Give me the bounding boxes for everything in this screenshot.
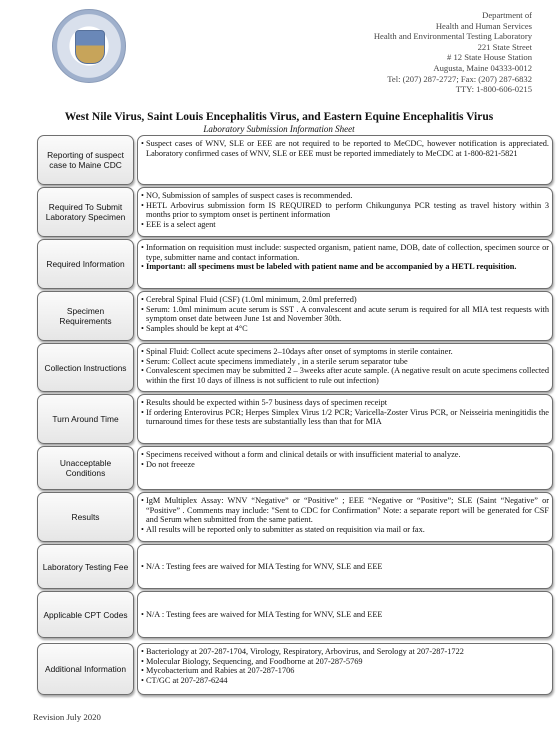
list-item: [141, 243, 549, 262]
row-content: [137, 544, 553, 589]
row-content: [137, 187, 553, 237]
row-label: Specimen Requirements: [37, 291, 134, 341]
row-content: [137, 643, 553, 695]
list-item: [141, 347, 549, 357]
bullet-icon: •: [141, 304, 144, 314]
bullet-icon: •: [141, 295, 144, 304]
department-seal-logo: [52, 9, 126, 83]
row-label: Required Information: [37, 239, 134, 289]
list-item: [141, 366, 549, 385]
bullet-icon: •: [141, 191, 144, 200]
row-content: [137, 135, 553, 185]
bullet-icon: •: [141, 562, 144, 572]
row-label: Collection Instructions: [37, 343, 134, 392]
list-item: [141, 647, 549, 657]
bullet-icon: •: [141, 366, 144, 376]
item-text: Samples should be kept at 4°C: [146, 324, 248, 334]
list-item: [141, 610, 549, 620]
item-text: Information on requisition must include: suspected organism, patient name, DOB, date of collection, specimen source or type, submitter name and contact information.: [146, 243, 549, 262]
lab-address-block: [374, 10, 532, 95]
bullet-icon: •: [141, 356, 144, 366]
row-content: [137, 291, 553, 341]
bullet-icon: •: [141, 610, 144, 620]
item-text: Molecular Biology, Sequencing, and Foodborne at 207-287-5769: [146, 656, 363, 666]
row-label: Additional Information: [37, 643, 134, 695]
table-row: [37, 291, 553, 341]
list-item: [141, 666, 549, 676]
seal-shield-icon: [75, 30, 105, 64]
bullet-icon: •: [141, 398, 144, 407]
item-text: HETL Arbovirus submission form IS REQUIRED to perform Chikungunya PCR testing as travel history within 3 months prior to symptom onset is pertinent information: [146, 200, 549, 220]
bullet-icon: •: [141, 666, 144, 676]
item-text: Specimens received without a form and clinical details or with insufficient material to analyze.: [146, 450, 461, 459]
bullet-icon: •: [141, 139, 144, 148]
list-item: [141, 191, 549, 201]
document-title: West Nile Virus, Saint Louis Encephalitis Virus, and Eastern Equine Encephalitis Virus: [64, 111, 494, 123]
item-text: Suspect cases of WNV, SLE or EEE are not required to be reported to MeCDC, however notification is appreciated. Laboratory confirmed cases of WNV, SLE or EEE must be reported immediately to MeCDC at 1-800-821-5821: [146, 139, 549, 158]
list-item: [141, 201, 549, 220]
list-item: [141, 305, 549, 324]
table-row: [37, 643, 553, 695]
list-item: [141, 525, 549, 535]
row-label: Required To Submit Laboratory Specimen: [37, 187, 134, 237]
address-line: Augusta, Maine 04333-0012: [433, 62, 532, 73]
list-item: [141, 460, 549, 470]
list-item: [141, 262, 549, 272]
list-item: [141, 408, 549, 427]
bullet-icon: •: [141, 200, 144, 210]
list-item: [141, 324, 549, 334]
item-text: Serum: Collect acute specimens immediately , in a sterile serum separator tube: [146, 356, 408, 366]
address-line: Department of: [482, 10, 532, 20]
row-content: [137, 492, 553, 542]
bullet-icon: •: [141, 496, 144, 505]
item-text: If ordering Enterovirus PCR; Herpes Simplex Virus 1/2 PCR; Varicella-Zoster Virus PCR, or Neisseiria meningitidis the turnaround times for these tests are substantially less than that for MIA: [146, 407, 549, 427]
list-item: [141, 657, 549, 667]
address-line: # 12 State House Station: [447, 52, 532, 63]
bullet-icon: •: [141, 450, 144, 459]
item-text: NO, Submission of samples of suspect cases is recommended.: [146, 191, 353, 200]
row-content: [137, 343, 553, 392]
item-text: CT/GC at 207-287-6244: [146, 676, 228, 686]
bullet-icon: •: [141, 676, 144, 686]
table-row: [37, 492, 553, 542]
item-text: Cerebral Spinal Fluid (CSF) (1.0ml minimum, 2.0ml preferred): [146, 295, 357, 304]
row-content: [137, 239, 553, 289]
item-text: Important: all specimens must be labeled with patient name and be accompanied by a HETL requisition.: [146, 262, 517, 272]
list-item: [141, 496, 549, 525]
bullet-icon: •: [141, 347, 144, 356]
address-line: 221 State Street: [477, 41, 532, 52]
bullet-icon: •: [141, 262, 144, 272]
bullet-icon: •: [141, 220, 144, 230]
item-text: Results should be expected within 5-7 business days of specimen receipt: [146, 398, 388, 407]
bullet-icon: •: [141, 525, 144, 535]
bullet-icon: •: [141, 459, 144, 469]
item-text: All results will be reported only to submitter as stated on requisition via mail or fax.: [146, 525, 425, 535]
table-row: [37, 239, 553, 289]
list-item: [141, 398, 549, 408]
row-label: Results: [37, 492, 134, 542]
bullet-icon: •: [141, 647, 144, 656]
list-item: [141, 357, 549, 367]
address-line: Health and Environmental Testing Laboratory: [373, 31, 532, 42]
table-row: [37, 135, 553, 185]
bullet-icon: •: [141, 324, 144, 334]
table-row: [37, 446, 553, 490]
item-text: Mycobacterium and Rabies at 207-287-1706: [146, 666, 295, 676]
list-item: [141, 295, 549, 305]
row-label: Laboratory Testing Fee: [37, 544, 134, 589]
revision-note: Revision July 2020: [33, 712, 101, 722]
item-text: EEE is a select agent: [146, 220, 216, 230]
table-row: [37, 544, 553, 589]
item-text: Bacteriology at 207-287-1704, Virology, Respiratory, Arbovirus, and Serology at 207-287-1722: [146, 647, 464, 656]
item-text: Spinal Fluid: Collect acute specimens 2–10days after onset of symptoms in sterile container.: [146, 347, 453, 356]
item-text: Serum: 1.0ml minimum acute serum is SST . A convalescent and acute serum is required for all MIA test requests with symptom onset date between June 1st and November 30th.: [146, 304, 549, 324]
bullet-icon: •: [141, 243, 144, 252]
table-row: [37, 591, 553, 638]
item-text: IgM Multiplex Assay: WNV “Negative” or “Positive” ; EEE “Negative or “Positive”; SLE (Saint “Negative” or “Positive” . Comments may include: "Sent to CDC for Confirmation" Note: a separate report will be generated for CSF and Serum when submitted from the same patient.: [146, 496, 549, 525]
bullet-icon: •: [141, 407, 144, 417]
address-line: Health and Human Services: [435, 20, 532, 31]
table-row: [37, 394, 553, 444]
row-label: Unacceptable Conditions: [37, 446, 134, 490]
row-label: Turn Around Time: [37, 394, 134, 444]
list-item: [141, 562, 549, 572]
list-item: [141, 220, 549, 230]
row-content: [137, 394, 553, 444]
row-label: Applicable CPT Codes: [37, 591, 134, 638]
item-text: N/A : Testing fees are waived for MIA Testing for WNV, SLE and EEE: [146, 562, 383, 572]
table-row: [37, 187, 553, 237]
item-text: N/A : Testing fees are waived for MIA Testing for WNV, SLE and EEE: [146, 610, 383, 620]
address-line: TTY: 1-800-606-0215: [455, 84, 532, 95]
list-item: [141, 676, 549, 686]
list-item: [141, 139, 549, 158]
list-item: [141, 450, 549, 460]
item-text: Convalescent specimen may be submitted 2 – 3weeks after acute sample. (A negative result on acute specimens collected within the first 10 days of illness is not sufficient to rule out infection): [146, 366, 549, 386]
item-text: Do not freeeze: [146, 459, 195, 469]
table-row: [37, 343, 553, 392]
address-line: Tel: (207) 287-2727; Fax: (207) 287-6832: [387, 73, 532, 84]
row-content: [137, 446, 553, 490]
document-subtitle: Laboratory Submission Information Sheet: [203, 124, 355, 134]
row-label: Reporting of suspect case to Maine CDC: [37, 135, 134, 185]
bullet-icon: •: [141, 656, 144, 666]
row-content: [137, 591, 553, 638]
